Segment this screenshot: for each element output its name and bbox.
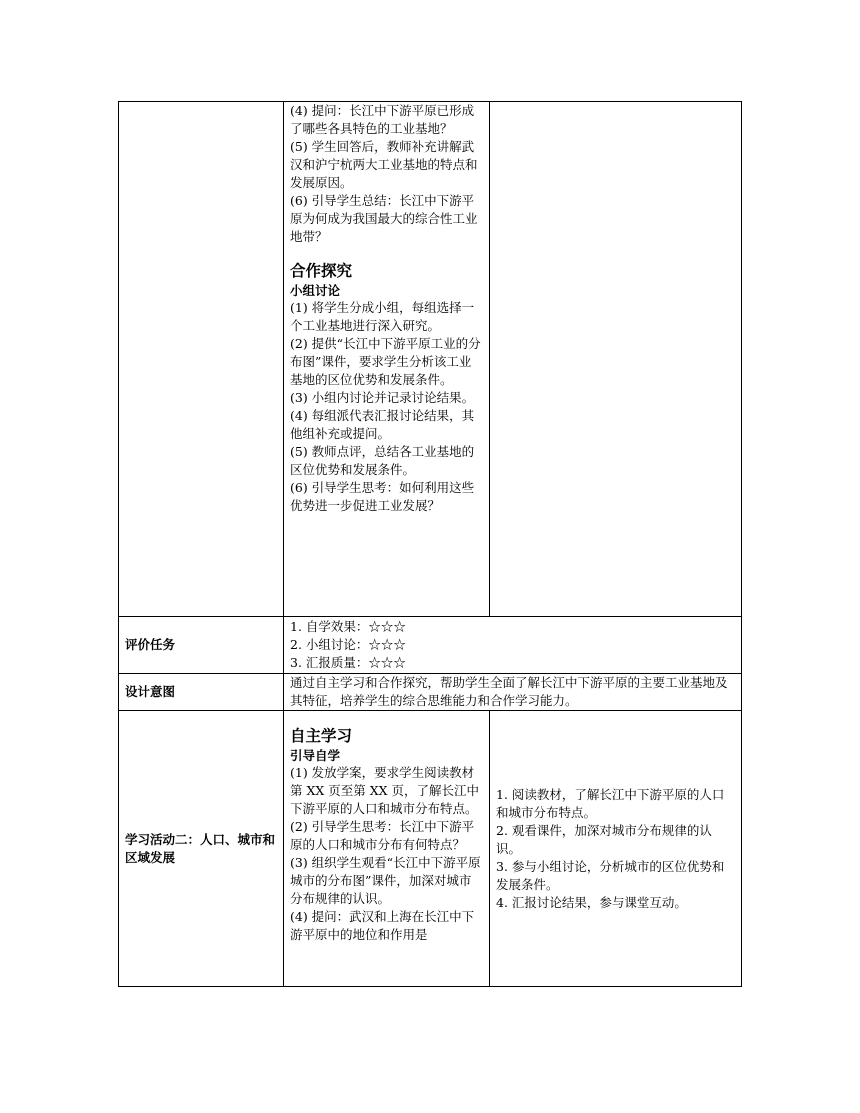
student-step: 1. 阅读教材，了解长江中下游平原的人口和城市分布特点。 — [496, 786, 725, 820]
empty-cell — [119, 102, 284, 617]
step-text: (3) 小组内讨论并记录讨论结果。 — [290, 390, 475, 405]
student-step: 2. 观看课件，加深对城市分布规律的认识。 — [496, 822, 712, 856]
step-text: (1) 将学生分成小组，每组选择一个工业基地进行深入研究。 — [290, 300, 475, 333]
teacher-activity-cell — [284, 711, 490, 987]
step-text: (5) 教师点评，总结各工业基地的区位优势和发展条件。 — [290, 444, 475, 477]
section-title: 合作探究 — [290, 262, 353, 280]
step-text: (2) 引导学生思考：长江中下游平原的人口和城市分布有何特点？ — [290, 819, 475, 852]
table-row — [119, 711, 742, 987]
evaluation-item: 3. 汇报质量：☆☆☆ — [290, 655, 406, 670]
step-text: (5) 学生回答后，教师补充讲解武汉和沪宁杭两大工业基地的特点和发展原因。 — [290, 139, 478, 190]
step-text: (6) 引导学生总结：长江中下游平原为何成为我国最大的综合性工业地带？ — [290, 193, 478, 244]
design-label: 设计意图 — [119, 674, 284, 711]
student-activity-cell — [490, 711, 742, 987]
step-text: (1) 发放学案，要求学生阅读教材第 XX 页至第 XX 页，了解长江中下游平原的人口和城市分布特点。 — [290, 765, 479, 816]
student-step: 3. 参与小组讨论，分析城市的区位优势和发展条件。 — [496, 858, 725, 892]
table-row — [119, 617, 742, 674]
table-row — [119, 674, 742, 711]
subsection-title: 小组讨论 — [290, 283, 341, 298]
step-text: (4) 提问：长江中下游平原已形成了哪些各具特色的工业基地？ — [290, 103, 475, 136]
evaluation-item: 2. 小组讨论：☆☆☆ — [290, 637, 406, 652]
section-title: 自主学习 — [290, 727, 353, 745]
teacher-activity-cell — [284, 102, 490, 617]
empty-cell — [490, 102, 742, 617]
step-text: (4) 每组派代表汇报讨论结果，其他组补充或提问。 — [290, 408, 475, 441]
step-text: (4) 提问：武汉和上海在长江中下游平原中的地位和作用是 — [290, 909, 475, 942]
lesson-plan-table — [118, 101, 742, 987]
table-row — [119, 102, 742, 617]
design-text: 通过自主学习和合作探究，帮助学生全面了解长江中下游平原的主要工业基地及其特征，培养学生的综合思维能力和合作学习能力。 — [284, 674, 742, 711]
evaluation-item: 1. 自学效果：☆☆☆ — [290, 619, 406, 634]
activity-label: 学习活动二：人口、城市和区域发展 — [119, 711, 284, 987]
student-step: 4. 汇报讨论结果，参与课堂互动。 — [496, 894, 687, 910]
step-text: (3) 组织学生观看“长江中下游平原城市的分布图”课件，加深对城市分布规律的认识。 — [290, 855, 481, 906]
subsection-title: 引导自学 — [290, 748, 341, 763]
evaluation-cell — [284, 617, 742, 674]
step-text: (2) 提供“长江中下游平原工业的分布图”课件，要求学生分析该工业基地的区位优势和发展条件。 — [290, 336, 481, 387]
step-text: (6) 引导学生思考：如何利用这些优势进一步促进工业发展？ — [290, 480, 475, 513]
evaluation-label: 评价任务 — [119, 617, 284, 674]
